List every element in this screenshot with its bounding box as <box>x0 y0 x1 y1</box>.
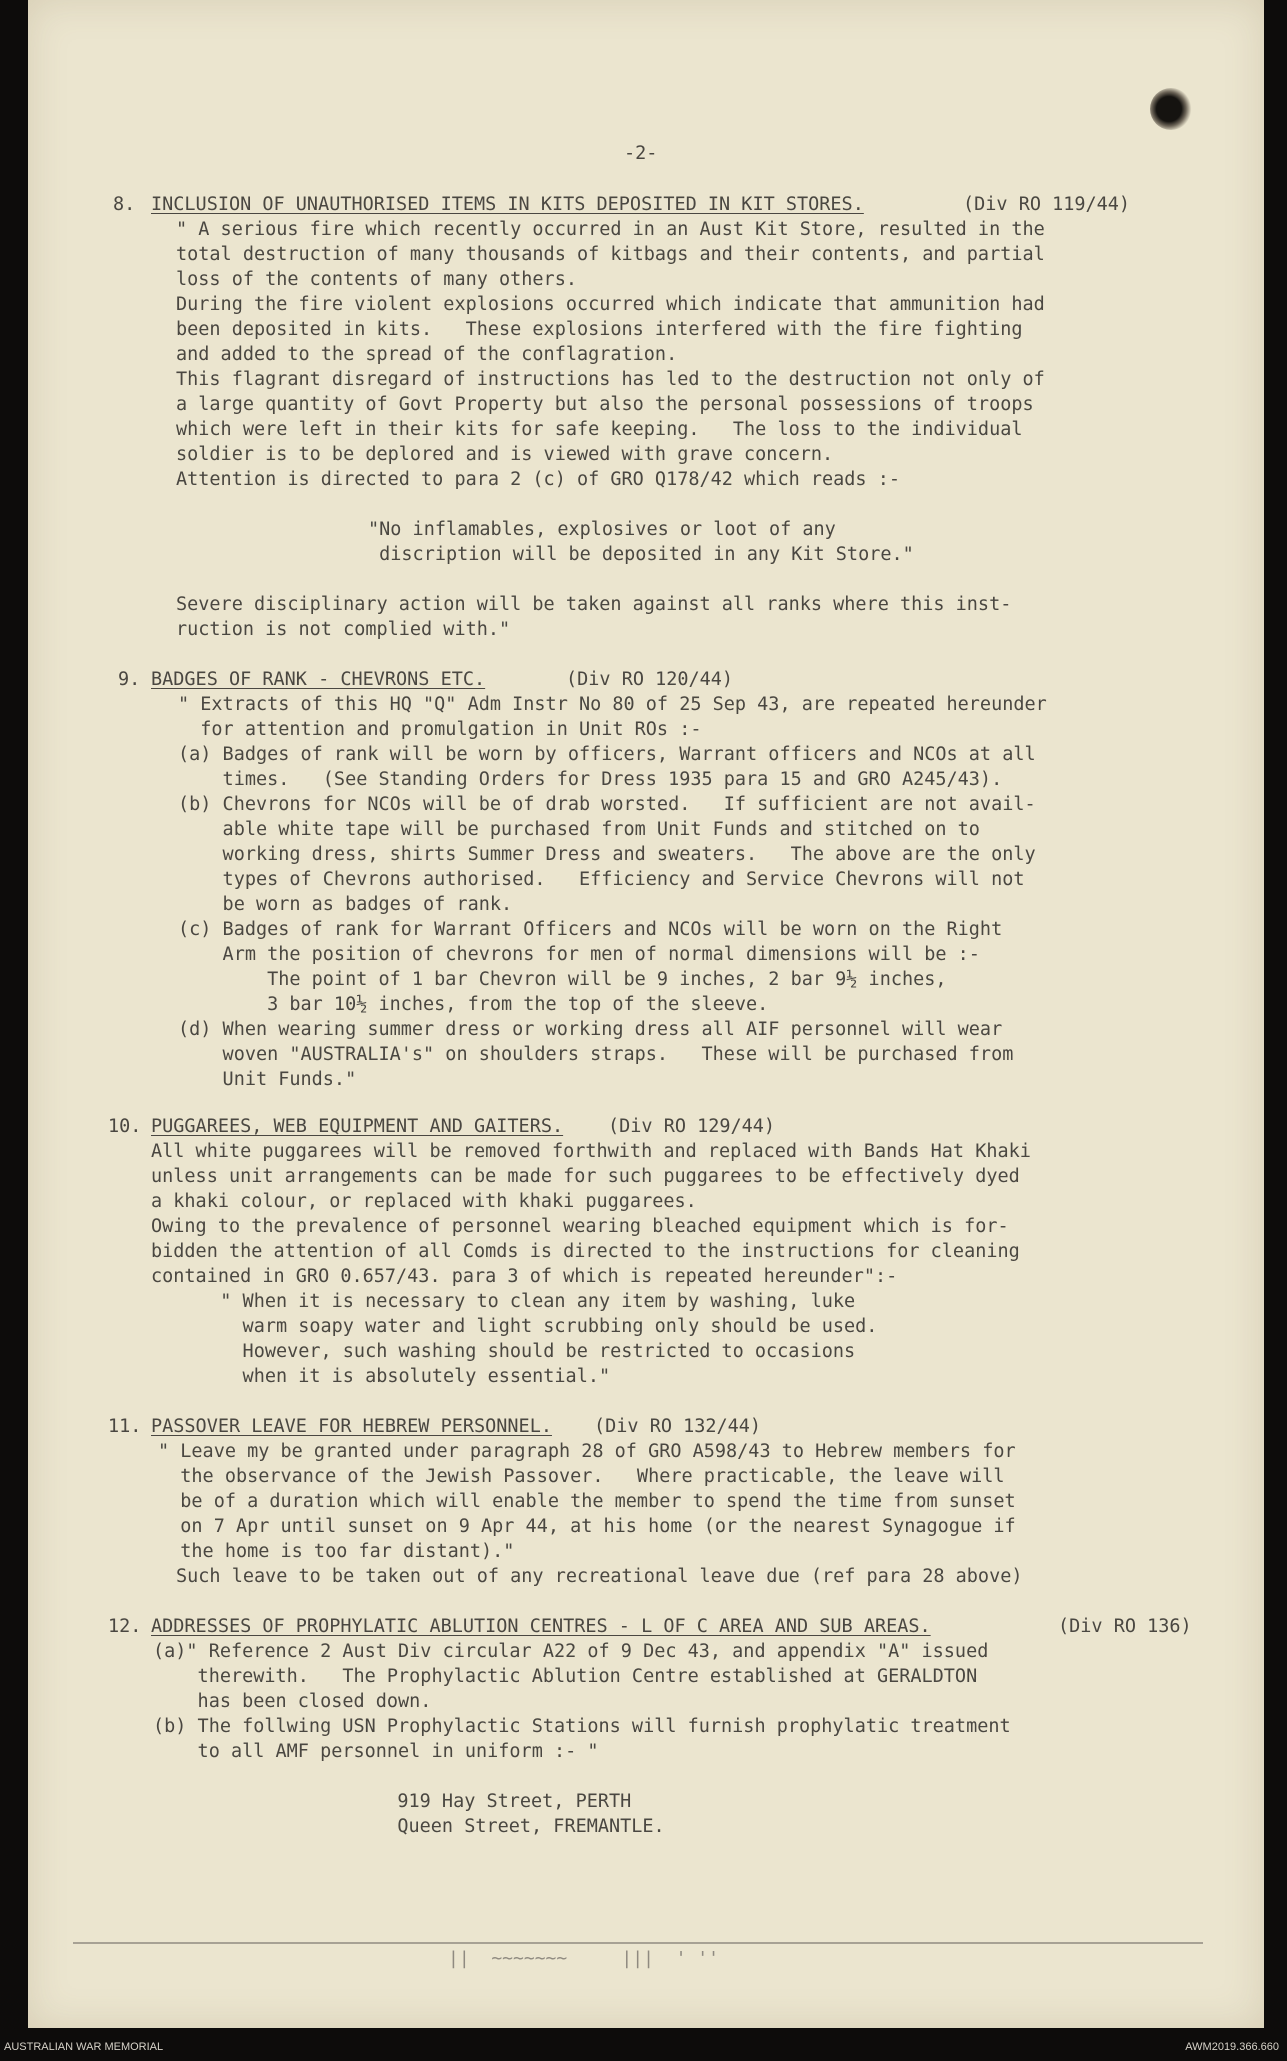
body-line: " A serious fire which recently occurred in an Aust Kit Store, resulted in the <box>176 219 1045 240</box>
body-line: " Leave my be granted under paragraph 28 of GRO A598/43 to Hebrew members for <box>158 1441 1016 1462</box>
body-line: has been closed down. <box>153 1691 432 1712</box>
body-line: Such leave to be taken out of any recreational leave due (ref para 28 above) <box>176 1566 1023 1587</box>
quote-line: when it is absolutely essential." <box>198 1366 611 1387</box>
section-number: 10. <box>108 1116 142 1137</box>
body-line: soldier is to be deplored and is viewed with grave concern. <box>176 444 834 465</box>
body-line: (d) When wearing summer dress or working dress all AIF personnel will wear <box>178 1019 1003 1040</box>
address-line: 919 Hay Street, PERTH <box>286 1791 632 1812</box>
body-line: (c) Badges of rank for Warrant Officers and NCOs will be worn on the Right <box>178 919 1003 940</box>
body-line: types of Chevrons authorised. Efficiency and Service Chevrons will not <box>178 869 1025 890</box>
document-page <box>28 0 1264 2028</box>
section-number: 12. <box>108 1616 142 1637</box>
body-line: which were left in their kits for safe keeping. The loss to the individual <box>176 419 1023 440</box>
body-line: be of a duration which will enable the member to spend the time from sunset <box>158 1491 1016 1512</box>
body-line: The point of 1 bar Chevron will be 9 inches, 2 bar 9½ inches, <box>178 969 947 990</box>
bottom-edge-marks: || ~~~~~~~ ||| ' '' <box>448 1948 719 1969</box>
body-line: able white tape will be purchased from Unit Funds and stitched on to <box>178 819 980 840</box>
body-line: (b) The follwing USN Prophylactic Stations will furnish prophylatic treatment <box>153 1716 1011 1737</box>
body-line: working dress, shirts Summer Dress and sweaters. The above are the only <box>178 844 1036 865</box>
body-line: All white puggarees will be removed forthwith and replaced with Bands Hat Khaki <box>151 1141 1031 1162</box>
body-line: 3 bar 10½ inches, from the top of the sleeve. <box>178 994 769 1015</box>
body-line: (b) Chevrons for NCOs will be of drab worsted. If sufficient are not avail- <box>178 794 1036 815</box>
page-number: -2- <box>624 143 658 164</box>
body-line: " Extracts of this HQ "Q" Adm Instr No 80 of 25 Sep 43, are repeated hereunder <box>178 694 1047 715</box>
body-line: During the fire violent explosions occurred which indicate that ammunition had <box>176 294 1045 315</box>
body-line: bidden the attention of all Comds is directed to the instructions for cleaning <box>151 1241 1020 1262</box>
body-line: contained in GRO 0.657/43. para 3 of which is repeated hereunder":- <box>151 1266 898 1287</box>
body-line: a large quantity of Govt Property but also the personal possessions of troops <box>176 394 1034 415</box>
quote-line: discription will be deposited in any Kit Store." <box>368 544 914 565</box>
body-line: the home is too far distant)." <box>158 1541 515 1562</box>
address-line: Queen Street, FREMANTLE. <box>286 1816 665 1837</box>
section-ref: (Div RO 129/44) <box>608 1116 776 1137</box>
body-line: ruction is not complied with." <box>176 619 511 640</box>
body-line: Attention is directed to para 2 (c) of GRO Q178/42 which reads :- <box>176 469 900 490</box>
quote-line: However, such washing should be restricted to occasions <box>198 1341 856 1362</box>
footer-accession-number: AWM2019.366.660 <box>1185 2041 1279 2053</box>
section-number: 11. <box>108 1416 142 1437</box>
section-ref: (Div RO 136) <box>1058 1616 1192 1637</box>
section-ref: (Div RO 119/44) <box>963 194 1131 215</box>
footer-institution: AUSTRALIAN WAR MEMORIAL <box>4 2041 164 2053</box>
body-line: for attention and promulgation in Unit ROs :- <box>178 719 702 740</box>
section-number: 8. <box>113 194 136 215</box>
body-line: Owing to the prevalence of personnel wearing bleached equipment which is for- <box>151 1216 1009 1237</box>
body-line: and added to the spread of the conflagration. <box>176 344 678 365</box>
punch-hole-mark <box>1150 88 1192 130</box>
body-line: unless unit arrangements can be made for such puggarees to be effectively dyed <box>151 1166 1020 1187</box>
body-line: Severe disciplinary action will be taken against all ranks where this inst- <box>176 594 1012 615</box>
section-ref: (Div RO 120/44) <box>566 669 734 690</box>
body-line: to all AMF personnel in uniform :- " <box>153 1741 599 1762</box>
body-line: times. (See Standing Orders for Dress 1935 para 15 and GRO A245/43). <box>178 769 1003 790</box>
body-line: a khaki colour, or replaced with khaki puggarees. <box>151 1191 697 1212</box>
section-number: 9. <box>118 669 141 690</box>
quote-line: "No inflamables, explosives or loot of any <box>368 519 836 540</box>
body-line: (a) Badges of rank will be worn by officers, Warrant officers and NCOs at all <box>178 744 1036 765</box>
body-line: on 7 Apr until sunset on 9 Apr 44, at his home (or the nearest Synagogue if <box>158 1516 1016 1537</box>
section-heading: PUGGAREES, WEB EQUIPMENT AND GAITERS. <box>151 1116 564 1137</box>
body-line: total destruction of many thousands of kitbags and their contents, and partial <box>176 244 1045 265</box>
body-line: Unit Funds." <box>178 1069 357 1090</box>
body-line: woven "AUSTRALIA's" on shoulders straps. These will be purchased from <box>178 1044 1014 1065</box>
body-line: Arm the position of chevrons for men of normal dimensions will be :- <box>178 944 980 965</box>
bottom-edge-rule <box>73 1942 1203 1944</box>
section-ref: (Div RO 132/44) <box>594 1416 762 1437</box>
body-line: (a)" Reference 2 Aust Div circular A22 of 9 Dec 43, and appendix "A" issued <box>153 1641 989 1662</box>
body-line: therewith. The Prophylactic Ablution Centre established at GERALDTON <box>153 1666 978 1687</box>
quote-line: warm soapy water and light scrubbing only should be used. <box>198 1316 878 1337</box>
quote-line: " When it is necessary to clean any item by washing, luke <box>198 1291 856 1312</box>
body-line: been deposited in kits. These explosions interfered with the fire fighting <box>176 319 1023 340</box>
body-line: be worn as badges of rank. <box>178 894 513 915</box>
section-heading: PASSOVER LEAVE FOR HEBREW PERSONNEL. <box>151 1416 552 1437</box>
body-line: This flagrant disregard of instructions has led to the destruction not only of <box>176 369 1045 390</box>
archive-footer <box>0 2028 1287 2061</box>
section-heading: INCLUSION OF UNAUTHORISED ITEMS IN KITS DEPOSITED IN KIT STORES. <box>151 194 864 215</box>
body-line: the observance of the Jewish Passover. Where practicable, the leave will <box>158 1466 1005 1487</box>
section-heading: ADDRESSES OF PROPHYLATIC ABLUTION CENTRES - L OF C AREA AND SUB AREAS. <box>151 1616 931 1637</box>
body-line: loss of the contents of many others. <box>176 269 577 290</box>
section-heading: BADGES OF RANK - CHEVRONS ETC. <box>151 669 486 690</box>
